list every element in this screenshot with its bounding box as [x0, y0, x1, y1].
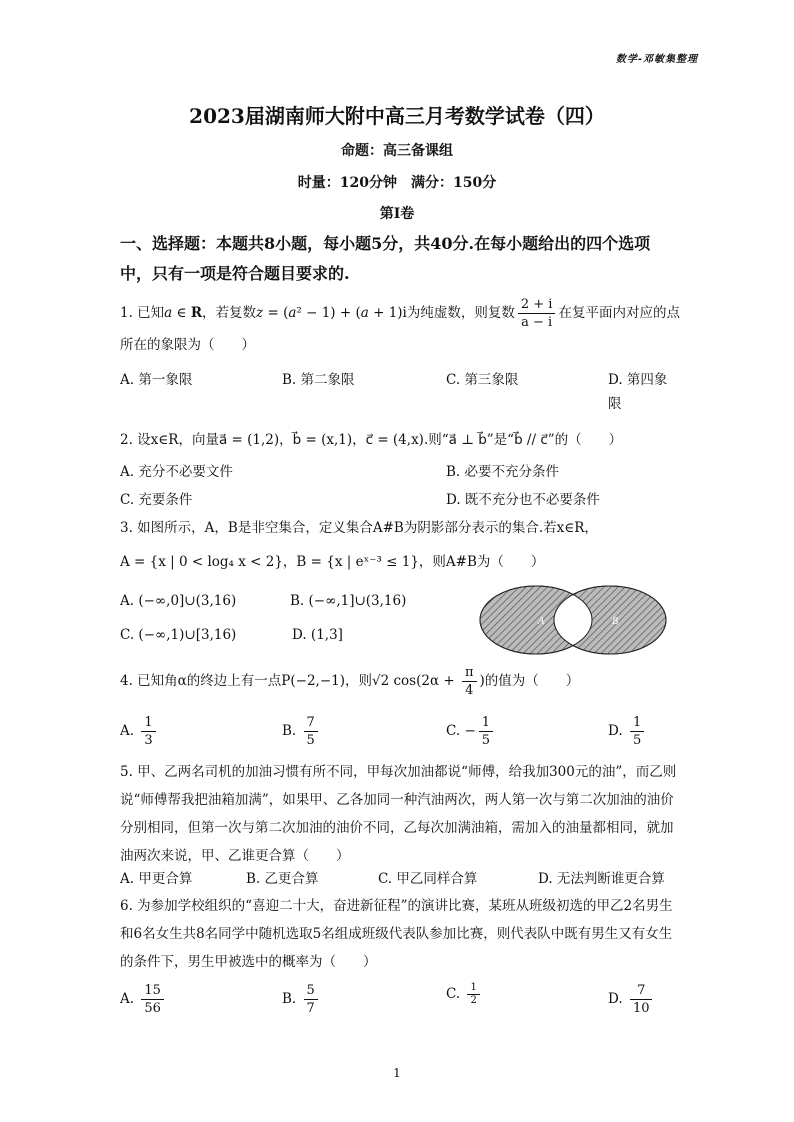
q4-option-d: D. $\frac{1}{5}$: [608, 714, 647, 749]
q3-option-c: C. (−∞,1)∪[3,16): [120, 627, 237, 643]
question-3-sets: A = {x | 0 < log₄ x < 2}，B = {x | eˣ⁻³ ≤ 1}，则A#B为（ ）: [120, 554, 545, 570]
q4-stem-a: 4. 已知角α的终边上有一点P(−2,−1)，则√2 cos(2α +: [120, 673, 459, 689]
q1-stem-c: 为纯虚数，则复数: [406, 305, 515, 321]
q4-option-c: C. − $\frac{1}{5}$: [446, 714, 496, 749]
q6-option-d: D. $\frac{7}{10}$: [608, 982, 655, 1017]
q6-option-c: C. $\frac{1}{2}$: [446, 982, 483, 1007]
q3-option-a: A. (−∞,0]∪(3,16): [120, 593, 237, 609]
watermark: 数学-邓敏集整理: [615, 54, 698, 65]
volume-heading: 第Ⅰ卷: [379, 206, 415, 222]
q5-option-a: A. 甲更合算: [120, 871, 193, 887]
section-header: 一、选择题：本题共8小题，每小题5分，共40分.在每小题给出的四个选项中，只有一项是符合题目要求的.: [120, 234, 651, 283]
q1-var-a: a: [164, 305, 173, 321]
q3-option-d: D. (1,3]: [292, 627, 343, 643]
question-2: 2. 设x∈R，向量a⃗ = (1,2)，b⃗ = (x,1)，c⃗ = (4,x).则“a⃗ ⊥ b⃗”是“b⃗ // c⃗”的（ ）: [120, 432, 623, 448]
exam-setter: 命题：高三备课组: [341, 143, 453, 159]
venn-label-b: B: [612, 616, 619, 627]
q1-option-a: A. 第一象限: [120, 372, 193, 388]
q2-option-a: A. 充分不必要文件: [120, 464, 233, 480]
q5-option-b: B. 乙更合算: [246, 871, 319, 887]
q4-stem-b: )的值为（ ）: [479, 673, 580, 689]
q2-option-b: B. 必要不充分条件: [446, 464, 560, 480]
venn-label-a: A: [538, 616, 545, 627]
q4-option-b: B. $\frac{7}{5}$: [282, 714, 321, 749]
q1-option-d: D. 第四象限: [608, 372, 668, 412]
q6-option-b: B. $\frac{5}{7}$: [282, 982, 321, 1017]
exam-timing: 时量：120分钟 满分：150分: [297, 175, 497, 191]
question-6: 6. 为参加学校组织的“喜迎二十大，奋进新征程”的演讲比赛，某班从班级初选的甲乙2名男生和6名女生共8名同学中随机选取5名组成班级代表队参加比赛，则代表队中既有男生又有女生的条件下，男生甲被选中的概率为（ ）: [120, 898, 673, 970]
q5-option-c: C. 甲乙同样合算: [378, 871, 478, 887]
q2-option-c: C. 充要条件: [120, 492, 193, 508]
q1-option-b: B. 第二象限: [282, 372, 355, 388]
q3-option-b: B. (−∞,1]∪(3,16): [290, 593, 407, 609]
q1-fraction: $\frac{2 + i}{a - i}$: [518, 296, 556, 331]
page-title: 2023届湖南师大附中高三月考数学试卷（四）: [189, 104, 605, 128]
q1-stem-b: ，若复数: [202, 305, 257, 321]
q2-option-d: D. 既不充分也不必要条件: [446, 492, 600, 508]
q4-fraction: $\frac{\pi}{4}$: [462, 664, 477, 699]
page-number: 1: [393, 1066, 401, 1080]
q1-stem-a: 1. 已知: [120, 305, 165, 321]
question-3: 3. 如图所示，A，B是非空集合，定义集合A#B为阴影部分表示的集合.若x∈R，: [120, 520, 598, 536]
question-4: [120, 664, 680, 699]
q1-option-c: C. 第三象限: [446, 372, 519, 388]
q6-option-a: A. $\frac{15}{56}$: [120, 982, 167, 1017]
venn-diagram: [474, 582, 674, 658]
q5-option-d: D. 无法判断谁更合算: [538, 871, 665, 887]
question-5: 5. 甲、乙两名司机的加油习惯有所不同，甲每次加油都说“师傅，给我加300元的油”，而乙则说“师傅帮我把油箱加满”，如果甲、乙各加同一种汽油两次，两人第一次与第二次加油的油价分别相同，但第一次与第二次加油的油价不同，乙每次加满油箱，需加入的油量都相同，就加油两次来说，甲、乙谁更合算（ ）: [120, 764, 677, 864]
question-1: 1. 已知a ∈ R，若复数z = (a² − 1) + (a + 1)i为纯虚数，则复数 $\frac{2 + i}{a - i}$ 在复平面内对应的点所在的象限为（ ）: [120, 297, 680, 353]
q1-stem-d: 在复平面内对应的点所在的象限为（ ）: [120, 305, 680, 353]
q4-option-a: A. $\frac{1}{3}$: [120, 714, 159, 749]
